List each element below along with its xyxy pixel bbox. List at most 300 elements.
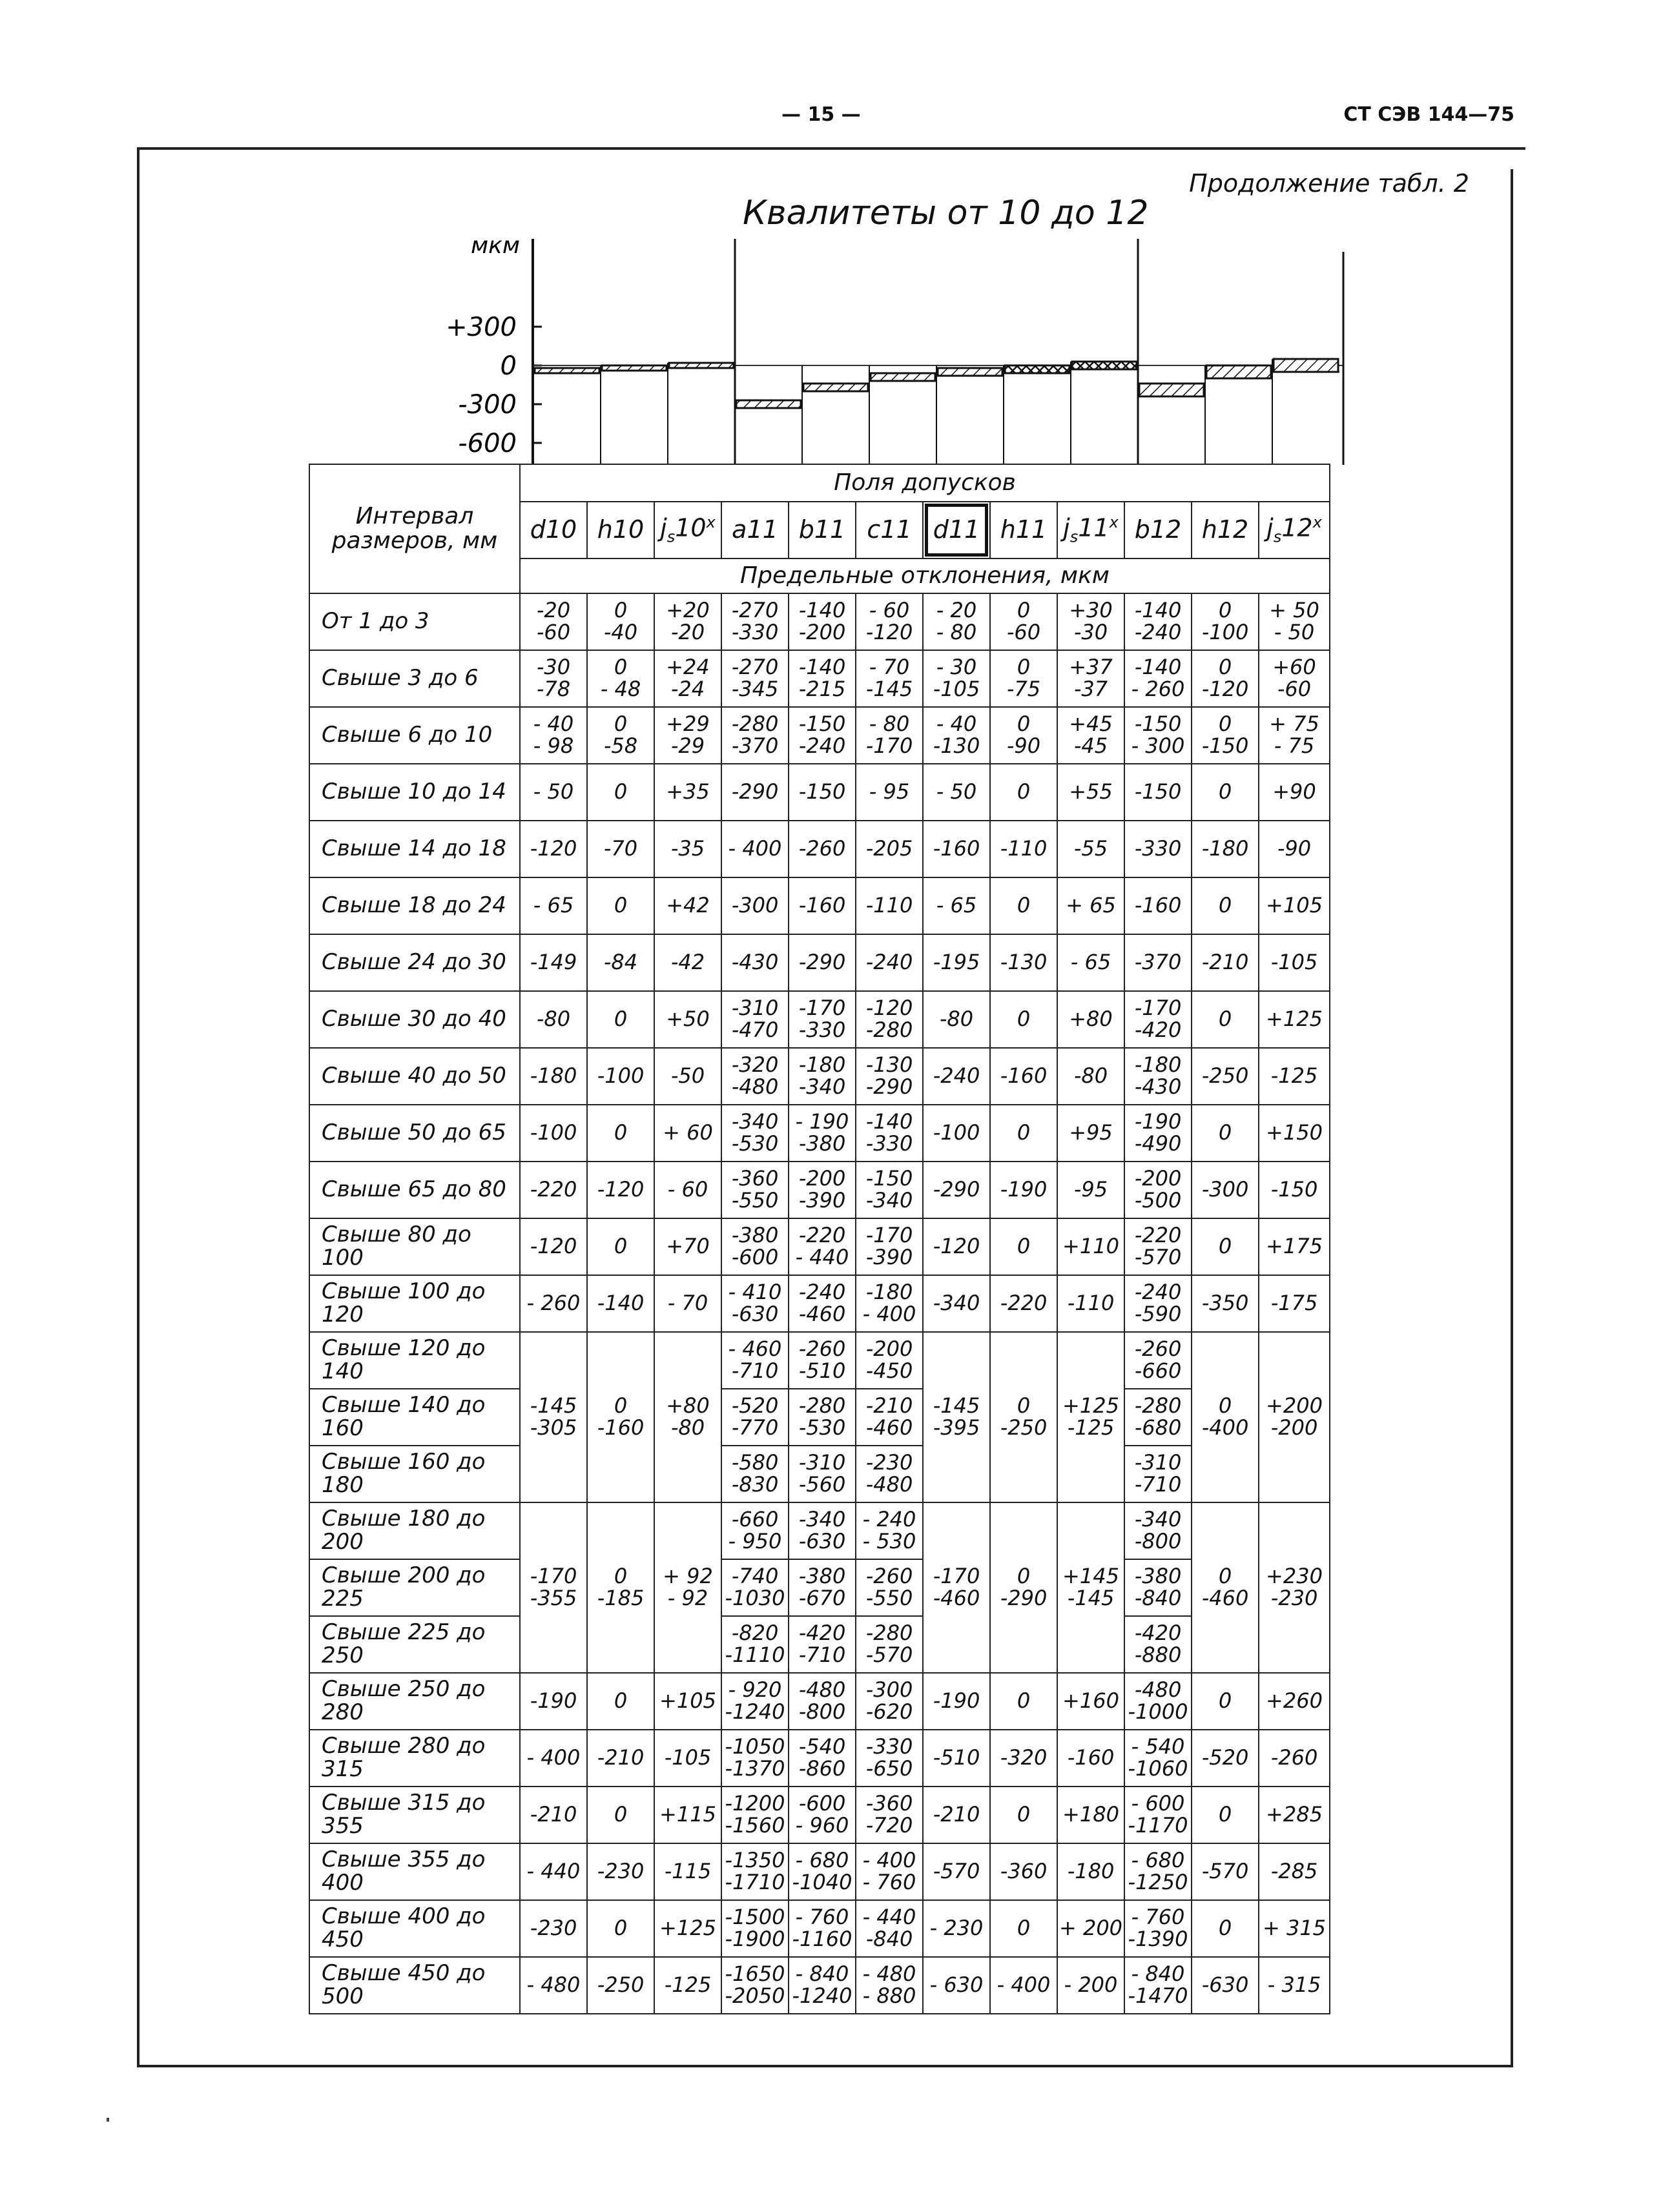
deviation-cell (856, 1502, 923, 1559)
deviation-cell (654, 650, 721, 707)
upper-deviation: -205 (865, 836, 913, 861)
deviation-cell (1057, 1843, 1124, 1900)
deviation-cell (587, 1843, 654, 1900)
deviation-cell (1057, 934, 1124, 991)
lower-deviation: -240 (798, 733, 846, 758)
field-header: h12 (1192, 502, 1259, 558)
deviation-cell (520, 1275, 587, 1332)
continuation-note: Продолжение табл. 2 (1189, 169, 1469, 198)
lower-deviation: - 530 (862, 1529, 916, 1553)
upper-deviation: -130 (1000, 950, 1048, 975)
upper-deviation: -240 (933, 1063, 980, 1089)
tolerance-zone-d11 (938, 368, 1002, 376)
lower-deviation: -570 (865, 1643, 913, 1667)
table-row (309, 1446, 1330, 1502)
upper-deviation: -110 (865, 893, 913, 918)
lower-deviation: -1390 (1128, 1927, 1188, 1951)
upper-deviation: -430 (731, 950, 779, 975)
deviation-cell (721, 877, 789, 934)
deviation-cell (1259, 934, 1330, 991)
upper-deviation: - 70 (869, 655, 910, 680)
lower-deviation: -1160 (792, 1927, 852, 1951)
deviation-cell (520, 1900, 587, 1957)
upper-deviation: - 440 (526, 1859, 581, 1884)
lower-deviation: -710 (1134, 1472, 1182, 1497)
lower-deviation: - 48 (600, 677, 641, 701)
upper-deviation: +115 (659, 1802, 716, 1827)
field-header: h11 (990, 502, 1057, 558)
upper-deviation: -140 (798, 598, 846, 623)
deviation-cell (520, 1787, 587, 1843)
deviation-cell (856, 1446, 923, 1502)
upper-deviation: +125 (1266, 1007, 1323, 1032)
deviation-cell (789, 1105, 856, 1162)
upper-deviation: -580 (731, 1450, 779, 1475)
upper-deviation: -350 (1201, 1291, 1249, 1316)
size-interval-label: От 1 до 3 (309, 593, 520, 650)
deviation-cell (587, 934, 654, 991)
deviation-cell (587, 1957, 654, 2014)
table-row (309, 1673, 1330, 1730)
upper-deviation: +260 (1266, 1688, 1323, 1714)
lower-deviation: -1060 (1128, 1756, 1188, 1781)
deviation-cell (654, 1105, 721, 1162)
deviation-cell (520, 1673, 587, 1730)
lower-deviation: -1030 (725, 1586, 785, 1610)
upper-deviation: - 65 (1070, 950, 1111, 975)
upper-deviation: 0 (1218, 1916, 1232, 1941)
lower-deviation: -470 (731, 1018, 779, 1042)
tolerance-zone-js12 (1274, 359, 1338, 372)
deviation-cell (721, 1673, 789, 1730)
deviation-cell (1259, 1162, 1330, 1218)
lower-deviation: -550 (865, 1586, 913, 1610)
lower-deviation: -105 (933, 677, 980, 701)
lower-deviation: -90 (1006, 733, 1041, 758)
field-header-part: s (1069, 527, 1079, 546)
deviation-cell (1057, 1957, 1124, 2014)
deviation-cell (1124, 877, 1192, 934)
upper-deviation: 0 (1017, 1688, 1031, 1714)
upper-deviation: - 230 (929, 1916, 984, 1941)
deviation-cell (856, 593, 923, 650)
lower-deviation: -1000 (1128, 1699, 1188, 1724)
lower-deviation: -80 (670, 1415, 705, 1440)
tolerance-zone-js10 (669, 363, 734, 368)
deviation-cell (990, 1048, 1057, 1105)
upper-deviation: 0 (614, 1564, 628, 1589)
upper-deviation: 0 (1017, 712, 1031, 737)
lower-deviation: -1900 (725, 1927, 785, 1951)
deviation-cell (1259, 650, 1330, 707)
deviation-cell (587, 991, 654, 1048)
deviation-cell (587, 1673, 654, 1730)
lower-deviation: -20 (670, 620, 705, 644)
deviation-cell (721, 1048, 789, 1105)
deviation-cell (1192, 1730, 1259, 1787)
deviation-cell (923, 1957, 990, 2014)
upper-deviation: -220 (1000, 1291, 1048, 1316)
upper-deviation: -320 (731, 1052, 779, 1078)
deviation-cell (1124, 934, 1192, 991)
deviation-cell (856, 991, 923, 1048)
upper-deviation: -190 (1000, 1177, 1048, 1202)
deviation-cell (1124, 1332, 1192, 1389)
upper-deviation: -420 (798, 1621, 846, 1646)
y-tick-label: -300 (458, 390, 517, 420)
tolerance-zone-b11 (803, 384, 868, 391)
lower-deviation: -60 (1006, 620, 1041, 644)
upper-deviation: 0 (614, 779, 628, 804)
deviation-cell (587, 707, 654, 764)
deviation-cell (1192, 1673, 1259, 1730)
upper-deviation: -260 (798, 1336, 846, 1362)
deviation-cell (1192, 1957, 1259, 2014)
lower-deviation: -510 (798, 1358, 846, 1383)
upper-deviation: -480 (798, 1677, 846, 1703)
upper-deviation: -180 (1067, 1859, 1115, 1884)
deviation-cell (1124, 821, 1192, 877)
deviation-cell (587, 650, 654, 707)
deviation-cell (990, 1332, 1057, 1502)
deviation-cell (721, 1162, 789, 1218)
deviation-cell (923, 1162, 990, 1218)
upper-deviation: -80 (536, 1007, 571, 1032)
upper-deviation: -160 (1134, 893, 1182, 918)
upper-deviation: -95 (1073, 1177, 1108, 1202)
deviation-cell (1192, 821, 1259, 877)
lower-deviation: -630 (798, 1529, 846, 1553)
deviation-cell (1124, 1162, 1192, 1218)
deviation-cell (923, 1843, 990, 1900)
upper-deviation: -570 (933, 1859, 980, 1884)
deviation-cell (1192, 1162, 1259, 1218)
table-row (309, 764, 1330, 821)
upper-deviation: - 760 (1131, 1905, 1185, 1930)
lower-deviation: -460 (933, 1586, 980, 1610)
lower-deviation: -45 (1073, 733, 1108, 758)
upper-deviation: -80 (939, 1007, 974, 1032)
lower-deviation: -1170 (1128, 1813, 1188, 1838)
deviation-cell (856, 1616, 923, 1673)
lower-deviation: -2050 (725, 1983, 785, 2008)
deviation-cell (990, 1673, 1057, 1730)
table-row (309, 650, 1330, 707)
lower-deviation: -340 (798, 1074, 846, 1099)
lower-deviation: -480 (865, 1472, 913, 1497)
upper-deviation: +24 (666, 655, 710, 680)
deviation-cell (721, 1730, 789, 1787)
upper-deviation: 0 (614, 1234, 628, 1259)
lower-deviation: -1710 (725, 1870, 785, 1894)
lower-deviation: - 440 (795, 1245, 849, 1269)
deviation-cell (1124, 1502, 1192, 1559)
lower-deviation: -680 (1134, 1415, 1182, 1440)
size-interval-label: Свыше 40 до 50 (309, 1048, 520, 1105)
field-header-part: j (1063, 513, 1070, 542)
size-interval-label: Свыше 280 до 315 (309, 1730, 520, 1787)
upper-deviation: -280 (1134, 1393, 1182, 1418)
upper-deviation: -150 (865, 1166, 913, 1191)
deviation-cell (1124, 1957, 1192, 2014)
deviation-cell (1259, 1502, 1330, 1673)
deviation-cell (520, 1730, 587, 1787)
upper-deviation: -310 (798, 1450, 846, 1475)
deviation-cell (654, 877, 721, 934)
deviation-cell (1192, 764, 1259, 821)
deviation-cell (990, 1502, 1057, 1673)
deviation-cell (587, 1787, 654, 1843)
lower-deviation: -500 (1134, 1188, 1182, 1213)
upper-deviation: -630 (1201, 1972, 1249, 1998)
y-tick-label: 0 (500, 351, 517, 381)
deviation-cell (789, 1446, 856, 1502)
field-header-part: x (706, 513, 716, 532)
deviation-cell (520, 650, 587, 707)
upper-deviation: -150 (1134, 779, 1182, 804)
table-row (309, 1787, 1330, 1843)
table-row (309, 821, 1330, 877)
upper-deviation: -210 (597, 1745, 645, 1770)
deviation-cell (721, 1502, 789, 1559)
deviation-cell (856, 1787, 923, 1843)
deviation-cell (1192, 707, 1259, 764)
size-interval-label: Свыше 50 до 65 (309, 1105, 520, 1162)
upper-deviation: -230 (530, 1916, 577, 1941)
upper-deviation: +95 (1069, 1120, 1113, 1145)
deviation-cell (990, 1900, 1057, 1957)
deviation-cell (923, 1105, 990, 1162)
lower-deviation: -840 (865, 1927, 913, 1951)
scan-speck (107, 2118, 109, 2122)
deviation-cell (923, 593, 990, 650)
deviation-cell (1124, 593, 1192, 650)
deviation-cell (856, 877, 923, 934)
upper-deviation: -170 (865, 1223, 913, 1248)
table-row (309, 593, 1330, 650)
deviation-cell (1124, 1389, 1192, 1446)
lower-deviation: -250 (1000, 1415, 1048, 1440)
deviation-cell (1124, 1843, 1192, 1900)
lower-deviation: -710 (731, 1358, 779, 1383)
upper-deviation: -210 (1201, 950, 1249, 975)
deviation-cell (923, 650, 990, 707)
deviation-cell (1057, 1730, 1124, 1787)
table-row (309, 934, 1330, 991)
upper-deviation: 0 (1218, 1564, 1232, 1589)
deviation-cell (520, 934, 587, 991)
deviation-cell (856, 1275, 923, 1332)
y-tick-label: +300 (446, 312, 517, 342)
field-header-part: s (666, 527, 676, 546)
upper-deviation: - 65 (533, 893, 574, 918)
deviation-cell (789, 650, 856, 707)
deviation-cell (789, 1787, 856, 1843)
upper-deviation: - 60 (869, 598, 910, 623)
deviation-cell (789, 1048, 856, 1105)
table-row (309, 1559, 1330, 1616)
deviation-cell (923, 1502, 990, 1673)
deviation-cell (654, 593, 721, 650)
table-row (309, 1162, 1330, 1218)
size-interval-label: Свыше 225 до 250 (309, 1616, 520, 1673)
upper-deviation: -1500 (725, 1905, 785, 1930)
deviation-cell (789, 707, 856, 764)
upper-deviation: -290 (798, 950, 846, 975)
upper-deviation: -190 (1134, 1109, 1182, 1134)
upper-deviation: + 65 (1066, 893, 1116, 918)
lower-deviation: -340 (865, 1188, 913, 1213)
upper-deviation: -140 (1134, 598, 1182, 623)
deviation-cell (923, 877, 990, 934)
deviation-cell (990, 707, 1057, 764)
lower-deviation: -1240 (725, 1699, 785, 1724)
deviation-cell (654, 1502, 721, 1673)
frame-bottom-border (137, 2065, 1513, 2067)
upper-deviation: -260 (798, 836, 846, 861)
upper-deviation: -150 (798, 779, 846, 804)
lower-deviation: -590 (1134, 1302, 1182, 1326)
deviation-cell (990, 1218, 1057, 1275)
upper-deviation: -145 (933, 1393, 980, 1418)
lower-deviation: -370 (731, 733, 779, 758)
deviation-cell (654, 1673, 721, 1730)
size-interval-label: Свыше 180 до 200 (309, 1502, 520, 1559)
deviation-cell (1259, 1275, 1330, 1332)
upper-deviation: -170 (798, 996, 846, 1021)
deviation-cell (923, 1673, 990, 1730)
deviation-cell (721, 1218, 789, 1275)
lower-deviation: -125 (1067, 1415, 1115, 1440)
field-header-part: 12 (1281, 513, 1313, 542)
deviation-cell (587, 1332, 654, 1502)
upper-deviation: - 240 (862, 1507, 916, 1532)
deviation-cell (923, 1218, 990, 1275)
upper-deviation: -160 (1067, 1745, 1115, 1770)
upper-deviation: -150 (1134, 712, 1182, 737)
upper-deviation: - 400 (526, 1745, 581, 1770)
deviation-cell (856, 1843, 923, 1900)
deviation-cell (1124, 1446, 1192, 1502)
size-interval-label: Свыше 100 до 120 (309, 1275, 520, 1332)
upper-deviation: -130 (865, 1052, 913, 1078)
deviation-cell (1057, 1275, 1124, 1332)
upper-deviation: -70 (603, 836, 638, 861)
deviation-cell (721, 1275, 789, 1332)
deviation-cell (587, 1900, 654, 1957)
deviation-cell (1192, 1218, 1259, 1275)
upper-deviation: -220 (530, 1177, 577, 1202)
deviation-cell (721, 1389, 789, 1446)
deviation-cell (789, 934, 856, 991)
upper-deviation: +70 (666, 1234, 710, 1259)
upper-deviation: - 400 (862, 1848, 916, 1873)
upper-deviation: -110 (1067, 1291, 1115, 1316)
table-row (309, 1900, 1330, 1957)
upper-deviation: - 440 (862, 1905, 916, 1930)
lower-deviation: - 950 (728, 1529, 782, 1553)
deviation-cell (990, 764, 1057, 821)
upper-deviation: -280 (798, 1393, 846, 1418)
upper-deviation: -100 (530, 1120, 577, 1145)
deviation-caption: Предельные отклонения, мкм (520, 558, 1330, 593)
upper-deviation: -1200 (725, 1791, 785, 1816)
upper-deviation: -230 (597, 1859, 645, 1884)
upper-deviation: 0 (1017, 1564, 1031, 1589)
upper-deviation: 0 (614, 712, 628, 737)
field-header (1057, 502, 1124, 558)
deviation-cell (721, 1843, 789, 1900)
lower-deviation: -160 (597, 1415, 645, 1440)
deviation-cell (1124, 1673, 1192, 1730)
deviation-cell (856, 1105, 923, 1162)
upper-deviation: -240 (865, 950, 913, 975)
deviation-cell (587, 877, 654, 934)
lower-deviation: -200 (798, 620, 846, 644)
deviation-cell (654, 1787, 721, 1843)
lower-deviation: - 880 (862, 1983, 916, 2008)
lower-deviation: - 760 (862, 1870, 916, 1894)
deviation-cell (1259, 1730, 1330, 1787)
table-row (309, 1275, 1330, 1332)
deviation-cell (520, 707, 587, 764)
deviation-cell (990, 934, 1057, 991)
deviation-cell (1124, 1787, 1192, 1843)
table-row (309, 1616, 1330, 1673)
table-row (309, 991, 1330, 1048)
field-header: a11 (721, 502, 789, 558)
upper-deviation: 0 (614, 1393, 628, 1418)
deviation-cell (654, 1162, 721, 1218)
deviation-cell (1192, 877, 1259, 934)
field-header-part: x (1312, 513, 1322, 532)
size-interval-label: Свыше 160 до 180 (309, 1446, 520, 1502)
deviation-cell (1057, 821, 1124, 877)
deviation-cell (1192, 650, 1259, 707)
upper-deviation: -180 (530, 1063, 577, 1089)
deviation-cell (1259, 1218, 1330, 1275)
deviation-cell (789, 1673, 856, 1730)
size-interval-label: Свыше 3 до 6 (309, 650, 520, 707)
lower-deviation: -860 (798, 1756, 846, 1781)
upper-deviation: - 70 (667, 1291, 708, 1316)
deviation-cell (856, 1957, 923, 2014)
upper-deviation: - 920 (728, 1677, 782, 1703)
lower-deviation: -1470 (1128, 1983, 1188, 2008)
upper-deviation: 0 (1218, 893, 1232, 918)
size-interval-label: Свыше 200 до 225 (309, 1559, 520, 1616)
lower-deviation: -400 (1201, 1415, 1249, 1440)
upper-deviation: 0 (614, 893, 628, 918)
lower-deviation: -230 (1270, 1586, 1318, 1610)
upper-deviation: - 40 (936, 712, 977, 737)
field-header-part: s (1273, 527, 1282, 546)
upper-deviation: -280 (731, 712, 779, 737)
lower-deviation: -30 (1073, 620, 1108, 644)
deviation-cell (1192, 1843, 1259, 1900)
deviation-cell (1259, 1957, 1330, 2014)
lower-deviation: -1240 (792, 1983, 852, 2008)
upper-deviation: +200 (1266, 1393, 1323, 1418)
deviation-cell (1057, 593, 1124, 650)
upper-deviation: -120 (530, 836, 577, 861)
deviation-cell (1124, 764, 1192, 821)
deviation-cell (1124, 1559, 1192, 1616)
deviation-cell (1259, 1332, 1330, 1502)
upper-deviation: -105 (664, 1745, 712, 1770)
upper-deviation: - 50 (533, 779, 574, 804)
lower-deviation: - 400 (862, 1302, 916, 1326)
